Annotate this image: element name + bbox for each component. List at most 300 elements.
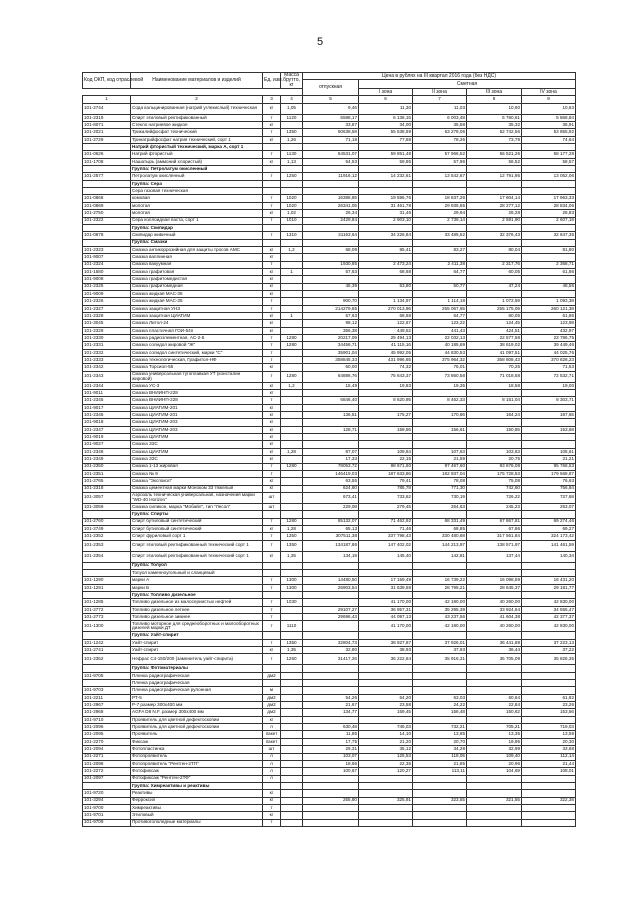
cell-zone1 — [359, 390, 413, 397]
cell-name: Смазка графитомедная — [131, 283, 263, 290]
cell-zone4: 39 449,46 — [522, 342, 576, 349]
cell-zone3: 73,79 — [467, 136, 522, 143]
cell-zone1 — [359, 224, 413, 231]
cell-code: 101-9007 — [83, 254, 131, 261]
cell-zone4: 48,56 — [522, 283, 576, 290]
cell-zone1 — [359, 254, 413, 261]
cell-zone3 — [467, 441, 522, 448]
header-zone1: I зона — [359, 89, 413, 96]
cell-mass: 1 — [281, 268, 303, 275]
cell-unit: т — [263, 232, 281, 239]
cell-zone4: 21,44 — [522, 760, 576, 767]
cell-price: 32,80 — [303, 647, 359, 654]
cell-zone1: 270 013,96 — [359, 305, 413, 312]
cell-zone3: 150,62 — [467, 709, 522, 716]
table-row — [83, 298, 576, 305]
cell-unit — [263, 180, 281, 187]
cell-zone3: 317 561,84 — [467, 533, 522, 540]
cell-zone2: 2 739,14 — [413, 217, 467, 224]
cell-code — [83, 188, 131, 195]
cell-zone1 — [359, 166, 413, 173]
cell-code: 101-3059 — [83, 503, 131, 510]
cell-zone1: 14 232,61 — [359, 173, 413, 180]
cell-zone1: 34,00 — [359, 122, 413, 129]
cell-mass — [281, 775, 303, 782]
cell-zone3: 35,32 — [467, 122, 522, 129]
cell-zone1: 38,93 — [359, 647, 413, 654]
cell-price: 34456,71 — [303, 342, 359, 349]
cell-name: Смазка ВНИИНП-228 — [131, 390, 263, 397]
cell-zone4 — [522, 434, 576, 441]
cell-name: Группа: Сера — [131, 180, 263, 187]
header-price-title: Цена в рублях на III квартал 2016 года (без НДС) — [303, 73, 576, 80]
cell-name: Аэрозоль техническая универсальная, назначения марки "WD-40 Horizon" — [131, 492, 263, 503]
cell-price — [303, 434, 359, 441]
cell-zone3: 20,96 — [467, 760, 522, 767]
cell-zone2: 156,61 — [413, 426, 467, 433]
cell-code: 101-2272 — [83, 768, 131, 775]
cell-mass: 1280 — [281, 342, 303, 349]
header-zone4: IV зона — [522, 89, 576, 96]
cell-zone3: 705,21 — [467, 724, 522, 731]
cell-zone2: 170,86 — [413, 412, 467, 419]
cell-zone2 — [413, 144, 467, 151]
cell-zone1: 41 170,00 — [359, 621, 413, 632]
cell-zone1: 75 643,37 — [359, 371, 413, 382]
cell-unit: кг — [263, 122, 281, 129]
table-row — [83, 276, 576, 283]
cell-zone2: 107,63 — [413, 448, 467, 455]
cell-name: Группа: Спирты — [131, 511, 263, 518]
cell-zone3 — [467, 188, 522, 195]
cell-zone3: 321,55 — [467, 797, 522, 804]
cell-price — [303, 812, 359, 819]
cell-zone3: 1 072,59 — [467, 298, 522, 305]
cell-unit: т — [263, 470, 281, 477]
cell-zone4 — [522, 819, 576, 826]
cell-zone3: 2 317,76 — [467, 261, 522, 268]
cell-mass — [281, 782, 303, 789]
cell-mass — [281, 441, 303, 448]
cell-zone1 — [359, 511, 413, 518]
cell-zone3: 358 808,43 — [467, 357, 522, 364]
cell-zone1: 68,68 — [359, 268, 413, 275]
cell-name: Этиловый — [131, 812, 263, 819]
cell-zone4: 28,83 — [522, 210, 576, 217]
cell-code: 101-2344 — [83, 382, 131, 389]
cell-mass: 1,02 — [281, 210, 303, 217]
cell-price: 31163,64 — [303, 232, 359, 239]
cell-name: Смазка УС-3 — [131, 382, 263, 389]
cell-zone2: 375 964,32 — [413, 357, 467, 364]
group-row — [83, 166, 576, 173]
cell-mass: 1,28 — [281, 525, 303, 532]
col-number: 6 — [359, 96, 413, 103]
cell-unit: т — [263, 599, 281, 606]
cell-zone1: 85,41 — [359, 246, 413, 253]
cell-price: 26,34 — [303, 210, 359, 217]
table-row — [83, 129, 576, 136]
cell-price: 29696,43 — [303, 614, 359, 621]
cell-code: 101-9705 — [83, 672, 131, 679]
cell-unit: т — [263, 518, 281, 525]
cell-zone2 — [413, 404, 467, 411]
cell-name: марки А — [131, 577, 263, 584]
table-row — [83, 760, 576, 767]
cell-code: 101-2322 — [83, 217, 131, 224]
table-row — [83, 702, 576, 709]
cell-mass — [281, 188, 303, 195]
cell-name: Нефрас С4-150/200 (заменитель уайт-спирита) — [131, 654, 263, 665]
cell-price: 18,66 — [303, 760, 359, 767]
cell-name: Спирт бутиловый синтетический — [131, 518, 263, 525]
cell-zone2: 441,43 — [413, 327, 467, 334]
cell-mass — [281, 804, 303, 811]
table-row — [83, 412, 576, 419]
cell-zone3: 137,44 — [467, 551, 522, 562]
group-row — [83, 180, 576, 187]
cell-unit: т — [263, 463, 281, 470]
cell-name: Смазка Торсиол-55 — [131, 364, 263, 371]
table-row — [83, 268, 576, 275]
cell-zone2: 37,93 — [413, 647, 467, 654]
cell-zone3 — [467, 775, 522, 782]
cell-code: 101-2347 — [83, 426, 131, 433]
cell-zone4: 179 568,87 — [522, 470, 576, 477]
cell-code: 101-0869 — [83, 202, 131, 209]
cell-name: Смазка ЦИАТИМ-203 — [131, 419, 263, 426]
table-row — [83, 694, 576, 701]
cell-zone1: 31,46 — [359, 210, 413, 217]
cell-unit: кг — [263, 412, 281, 419]
group-row — [83, 632, 576, 639]
cell-name: Натрий фтористый — [131, 151, 263, 158]
cell-code: 101-2968 — [83, 709, 131, 716]
cell-zone2 — [413, 224, 467, 231]
cell-zone4 — [522, 804, 576, 811]
cell-zone4: 42 377,37 — [522, 614, 576, 621]
cell-zone3 — [467, 819, 522, 826]
cell-code: 101-2330 — [83, 335, 131, 342]
cell-name: Скипидар живичный — [131, 232, 263, 239]
cell-unit — [263, 680, 281, 687]
cell-zone1: 98 671,60 — [359, 463, 413, 470]
cell-name: Смазка ЦИАТИМ-201 — [131, 404, 263, 411]
cell-name: Нашатырь (аммоний хлористый) — [131, 158, 263, 165]
table-row — [83, 122, 576, 129]
cell-zone3 — [467, 166, 522, 173]
cell-mass — [281, 680, 303, 687]
cell-zone4: 34 555,47 — [522, 606, 576, 613]
cell-zone2: 22 032,13 — [413, 335, 467, 342]
table-row — [83, 335, 576, 342]
cell-code — [83, 239, 131, 246]
cell-name: Группа: Скипидар — [131, 224, 263, 231]
cell-zone3: 32,99 — [467, 746, 522, 753]
cell-zone2 — [413, 166, 467, 173]
cell-name: Смазка солидол жировой "Ж" — [131, 342, 263, 349]
cell-zone4: 53 855,92 — [522, 129, 576, 136]
cell-name: Смазка ВНИИНП-228 — [131, 397, 263, 404]
cell-zone3: 28,28 — [467, 210, 522, 217]
cell-mass — [281, 239, 303, 246]
cell-code: 101-9700 — [83, 804, 131, 811]
cell-price: 21,67 — [303, 702, 359, 709]
cell-code: 101-2773 — [83, 614, 131, 621]
cell-zone2: 57,96 — [413, 158, 467, 165]
cell-zone2: 35 295,39 — [413, 606, 467, 613]
cell-zone2 — [413, 716, 467, 723]
cell-zone4: 42 830,00 — [522, 621, 576, 632]
cell-code: 101-2021 — [83, 129, 131, 136]
cell-name: AGFA D8 N.F. размер 300х400 мм — [131, 709, 263, 716]
cell-zone1: 64,20 — [359, 694, 413, 701]
cell-price — [303, 224, 359, 231]
cell-zone3 — [467, 404, 522, 411]
cell-price: 68,08 — [303, 246, 359, 253]
cell-unit: т — [263, 305, 281, 312]
cell-mass — [281, 404, 303, 411]
cell-unit — [263, 569, 281, 576]
cell-code — [83, 144, 131, 151]
cell-zone2: 11,03 — [413, 103, 467, 114]
cell-zone2 — [413, 441, 467, 448]
table-row — [83, 312, 576, 319]
cell-mass — [281, 709, 303, 716]
table-row — [83, 456, 576, 463]
cell-zone1 — [359, 144, 413, 151]
cell-zone2 — [413, 511, 467, 518]
header-estimate: Сметная — [359, 80, 576, 89]
cell-mass — [281, 320, 303, 327]
table-row — [83, 254, 576, 261]
table-row — [83, 790, 576, 797]
cell-mass: 1020 — [281, 202, 303, 209]
table-row — [83, 426, 576, 433]
cell-mass: 1300 — [281, 577, 303, 584]
table-row — [83, 680, 576, 687]
cell-zone4: 322,38 — [522, 797, 576, 804]
cell-unit: дм2 — [263, 702, 281, 709]
cell-code: 101-2349 — [83, 456, 131, 463]
cell-zone2 — [413, 812, 467, 819]
cell-zone1 — [359, 239, 413, 246]
cell-unit — [263, 562, 281, 569]
cell-code: 101-2351 — [83, 470, 131, 477]
cell-zone1 — [359, 672, 413, 679]
cell-code — [83, 224, 131, 231]
cell-mass — [281, 397, 303, 404]
cell-zone4 — [522, 680, 576, 687]
header-name: Наименование материалов и изделий — [131, 73, 263, 89]
cell-name: Пленка радиографическая — [131, 680, 263, 687]
cell-zone2: 2 411,38 — [413, 261, 467, 268]
cell-mass — [281, 426, 303, 433]
cell-name: Смазка универсальная тугоплавкая УТ (консталин жировой) — [131, 371, 263, 382]
cell-unit — [263, 144, 281, 151]
cell-zone3: 41 604,38 — [467, 614, 522, 621]
cell-zone2: 29,94 — [413, 210, 467, 217]
cell-zone1: 41 115,16 — [359, 342, 413, 349]
cell-name: Группа: Фотоматериалы — [131, 665, 263, 672]
cell-mass — [281, 511, 303, 518]
cell-code: 101-9018 — [83, 419, 131, 426]
cell-code — [83, 166, 131, 173]
cell-mass — [281, 614, 303, 621]
cell-zone4: 16 431,20 — [522, 577, 576, 584]
cell-code: 101-2319 — [83, 114, 131, 121]
header-spacer — [83, 89, 303, 96]
cell-zone4: 37,22 — [522, 647, 576, 654]
cell-price — [303, 687, 359, 694]
table-row — [83, 569, 576, 576]
table-row — [83, 621, 576, 632]
cell-zone1: 71,46 — [359, 525, 413, 532]
cell-zone1 — [359, 404, 413, 411]
cell-unit: дм2 — [263, 672, 281, 679]
cell-unit: кг — [263, 441, 281, 448]
table-row — [83, 768, 576, 775]
cell-zone4: 20,30 — [522, 738, 576, 745]
cell-zone2 — [413, 591, 467, 598]
cell-unit: кг — [263, 448, 281, 455]
cell-price — [303, 665, 359, 672]
cell-code: 101-9027 — [83, 441, 131, 448]
cell-name: Спирт этиловый ректификованный технический сорт 1 — [131, 540, 263, 551]
cell-zone2 — [413, 569, 467, 576]
cell-zone4: 153,56 — [522, 709, 576, 716]
table-row — [83, 724, 576, 731]
cell-zone4: 42 830,00 — [522, 599, 576, 606]
table-body — [83, 103, 576, 826]
cell-code: 101-2750 — [83, 210, 131, 217]
cell-unit: кг — [263, 812, 281, 819]
cell-name: Смазка Литол-24 — [131, 320, 263, 327]
cell-mass — [281, 768, 303, 775]
cell-mass — [281, 731, 303, 738]
group-row — [83, 224, 576, 231]
cell-unit: кг — [263, 797, 281, 804]
cell-code: 101-2270 — [83, 738, 131, 745]
cell-unit: т — [263, 114, 281, 121]
cell-zone2: 323,55 — [413, 797, 467, 804]
cell-code: 101-9720 — [83, 790, 131, 797]
cell-zone3: 22,84 — [467, 702, 522, 709]
cell-zone1 — [359, 819, 413, 826]
cell-code — [83, 782, 131, 789]
cell-unit: кг — [263, 103, 281, 114]
cell-zone1 — [359, 665, 413, 672]
cell-zone1: 59 851,48 — [359, 151, 413, 158]
cell-mass — [281, 606, 303, 613]
cell-zone3: 67 867,81 — [467, 518, 522, 525]
cell-zone4: 69 274,46 — [522, 518, 576, 525]
cell-code: 101-3045 — [83, 320, 131, 327]
table-row — [83, 746, 576, 753]
cell-price — [303, 716, 359, 723]
cell-mass — [281, 144, 303, 151]
cell-price: 630,48 — [303, 724, 359, 731]
cell-price: 54,26 — [303, 694, 359, 701]
cell-zone1: 1 134,97 — [359, 298, 413, 305]
cell-price: 307511,38 — [303, 533, 359, 540]
cell-name: Фиксаж — [131, 738, 263, 745]
cell-unit: кг — [263, 320, 281, 327]
header-code: Код ОКП, код отраслевой — [83, 73, 131, 89]
cell-zone3: 56 521,26 — [467, 151, 522, 158]
table-row — [83, 639, 576, 646]
cell-zone3 — [467, 782, 522, 789]
cell-zone1 — [359, 188, 413, 195]
cell-zone1 — [359, 562, 413, 569]
cell-price — [303, 188, 359, 195]
cell-zone4 — [522, 239, 576, 246]
cell-code: 101-2760 — [83, 518, 131, 525]
cell-mass — [281, 327, 303, 334]
cell-zone4: 17 963,33 — [522, 195, 576, 202]
table-row — [83, 819, 576, 826]
cell-unit: т — [263, 577, 281, 584]
cell-zone4: 35,91 — [522, 122, 576, 129]
cell-zone3: 103,63 — [467, 448, 522, 455]
cell-price: 255,80 — [303, 797, 359, 804]
cell-zone4: 10,63 — [522, 103, 576, 114]
cell-zone1 — [359, 180, 413, 187]
cell-mass — [281, 283, 303, 290]
cell-name: Смазка цементная марки Моноком 33 тяжелый — [131, 485, 263, 492]
cell-zone3: 80,04 — [467, 246, 522, 253]
cell-zone4 — [522, 782, 576, 789]
cell-unit: т — [263, 371, 281, 382]
table-row — [83, 647, 576, 654]
cell-price: 64886,76 — [303, 371, 359, 382]
cell-zone4: 13,59 — [522, 731, 576, 738]
cell-code: 101-2331 — [83, 342, 131, 349]
cell-zone1: 6 136,15 — [359, 114, 413, 121]
cell-unit: т — [263, 804, 281, 811]
cell-name: марки Б — [131, 584, 263, 591]
cell-zone2: 19,35 — [413, 382, 467, 389]
cell-zone2: 13,85 — [413, 731, 467, 738]
cell-name: Толуол каменноугольный и сланцевый — [131, 569, 263, 576]
cell-unit: кг — [263, 478, 281, 485]
cell-zone2: 35,58 — [413, 122, 467, 129]
cell-code: 101-2325 — [83, 283, 131, 290]
cell-zone1: 279,45 — [359, 503, 413, 510]
cell-zone3: 56,52 — [467, 158, 522, 165]
group-row — [83, 782, 576, 789]
cell-zone1 — [359, 290, 413, 297]
cell-price: 15,49 — [303, 382, 359, 389]
cell-mass — [281, 694, 303, 701]
cell-code: 101-2326 — [83, 298, 131, 305]
cell-zone1: 55 538,59 — [359, 129, 413, 136]
cell-zone3: 8 151,04 — [467, 397, 522, 404]
cell-code: 101-1242 — [83, 639, 131, 646]
cell-name: Смазка графитовая — [131, 268, 263, 275]
cell-zone2 — [413, 290, 467, 297]
cell-mass — [281, 470, 303, 477]
cell-unit: кг — [263, 210, 281, 217]
cell-zone2: 68 331,49 — [413, 518, 467, 525]
cell-zone3 — [467, 680, 522, 687]
cell-zone2 — [413, 775, 467, 782]
cell-name: Сера коллоидная паста, сорт 1 — [131, 217, 263, 224]
cell-mass — [281, 298, 303, 305]
cell-code: 101-2328 — [83, 312, 131, 319]
cell-name: Смазка жидкая МАС-35 — [131, 298, 263, 305]
cell-zone2 — [413, 680, 467, 687]
